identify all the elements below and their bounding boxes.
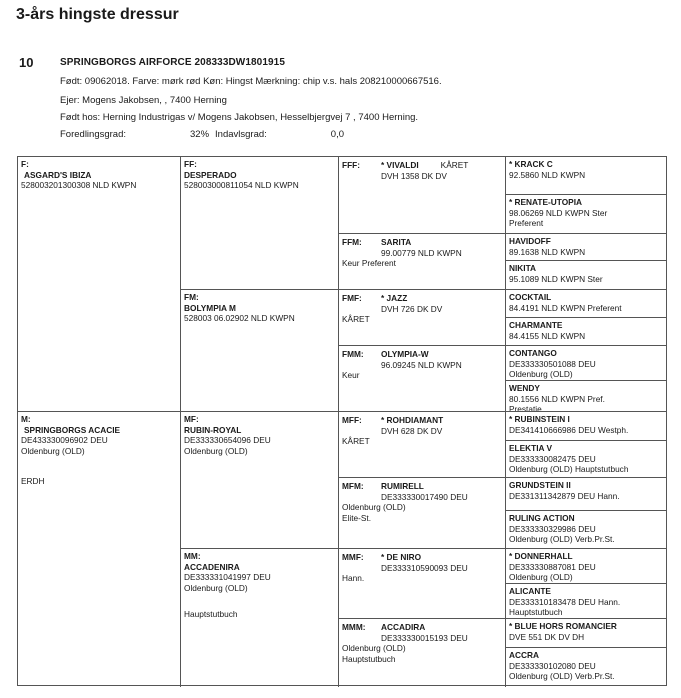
pedigree-ffm: FFM: SARITA 99.00779 NLD KWPN Keur Preferent	[339, 233, 506, 289]
catalog-number: 10	[19, 55, 34, 70]
pedigree-fmf: FMF: * JAZZ DVH 726 DK DV KÅRET	[339, 289, 506, 345]
pedigree-dam: M: SPRINGBORGS ACACIE DE433330096902 DEU Oldenburg (OLD) ERDH	[18, 411, 181, 687]
pedigree-gen4-item: CONTANGO DE333330501088 DEU Oldenburg (OLD)	[506, 345, 666, 380]
pedigree-ff: FF: DESPERADO 528003000811054 NLD KWPN	[181, 157, 339, 289]
pedigree-gen4-item: RULING ACTION DE333330329986 DEU Oldenburg (OLD) Verb.Pr.St.	[506, 510, 666, 548]
pedigree-gen4-item: HAVIDOFF 89.1638 NLD KWPN	[506, 233, 666, 260]
pedigree-gen4-item: * KRACK C 92.5860 NLD KWPN	[509, 159, 586, 180]
pedigree-mfm: MFM: RUMIRELL DE333330017490 DEU Oldenburg (OLD) Elite-St.	[339, 477, 506, 548]
pedigree-gen4-item: * RENATE-UTOPIA 98.06269 NLD KWPN Ster Preferent	[506, 194, 666, 233]
pedigree-table	[17, 156, 667, 686]
pedigree-mff: MFF: * ROHDIAMANT DVH 628 DK DV KÅRET	[339, 411, 506, 477]
pedigree-gen4-item: * BLUE HORS ROMANCIER DVE 551 DK DV DH	[506, 618, 666, 647]
page-title: 3-års hingste dressur	[16, 6, 179, 23]
pedigree-fff: FFF: * VIVALDI KÅRET DVH 1358 DK DV	[339, 157, 506, 233]
pedigree-gen4-item: NIKITA 95.1089 NLD KWPN Ster	[506, 260, 666, 289]
pedigree-gen4-item: WENDY 80.1556 NLD KWPN Pref. Prestatie	[506, 380, 666, 411]
pedigree-gen4-item: GRUNDSTEIN II DE331311342879 DEU Hann.	[506, 477, 666, 510]
owner-line: Ejer: Mogens Jakobsen, , 7400 Herning	[60, 95, 227, 106]
breeding-grades	[60, 129, 344, 140]
pedigree-gen4-item: ACCRA DE333330102080 DEU Oldenburg (OLD) Verb.Pr.St.	[506, 647, 666, 687]
pedigree-mmf: MMF: * DE NIRO DE333310590093 DEU Hann.	[339, 548, 506, 618]
pedigree-gen4-item: ALICANTE DE333310183478 DEU Hann. Hauptstutbuch	[506, 583, 666, 618]
pedigree-gen4-item: * DONNERHALL DE333330887081 DEU Oldenburg (OLD)	[506, 548, 666, 583]
born-line: Født: 09062018. Farve: mørk rød Køn: Hingst Mærkning: chip v.s. hals 208210000667516.	[60, 76, 442, 87]
breeding-label: Foredlingsgrad:	[60, 129, 127, 140]
breeder-line: Født hos: Herning Industrigas v/ Mogens Jakobsen, Hesselbjergvej 7 , 7400 Herning.	[60, 112, 419, 123]
pedigree-mmm: MMM: ACCADIRA DE333330015193 DEU Oldenburg (OLD) Hauptstutbuch	[339, 618, 506, 687]
pedigree-gen4-item: CHARMANTE 84.4155 NLD KWPN	[506, 317, 666, 345]
pedigree-mf: MF: RUBIN-ROYAL DE333330654096 DEU Oldenburg (OLD)	[181, 411, 339, 548]
pedigree-gen4-item: * RUBINSTEIN I DE341410666986 DEU Westph.	[506, 411, 666, 440]
inbreeding-label: Indavlsgrad:	[215, 129, 267, 140]
breeding-value: 32%	[190, 129, 210, 140]
horse-name: SPRINGBORGS AIRFORCE 208333DW1801915	[60, 57, 285, 68]
pedigree-gen4-item: COCKTAIL 84.4191 NLD KWPN Preferent	[506, 289, 666, 317]
pedigree-gen4-item: ELEKTIA V DE333330082475 DEU Oldenburg (OLD) Hauptstutbuch	[506, 440, 666, 477]
pedigree-fm: FM: BOLYMPIA M 528003 06.02902 NLD KWPN	[181, 289, 339, 411]
pedigree-sire: F: ASGARD'S IBIZA 528003201300308 NLD KWPN	[18, 157, 181, 411]
pedigree-mm: MM: ACCADENIRA DE333331041997 DEU Oldenburg (OLD) Hauptstutbuch	[181, 548, 339, 687]
pedigree-fmm: FMM: OLYMPIA-W 96.09245 NLD KWPN Keur	[339, 345, 506, 411]
inbreeding-value: 0,0	[330, 129, 345, 140]
